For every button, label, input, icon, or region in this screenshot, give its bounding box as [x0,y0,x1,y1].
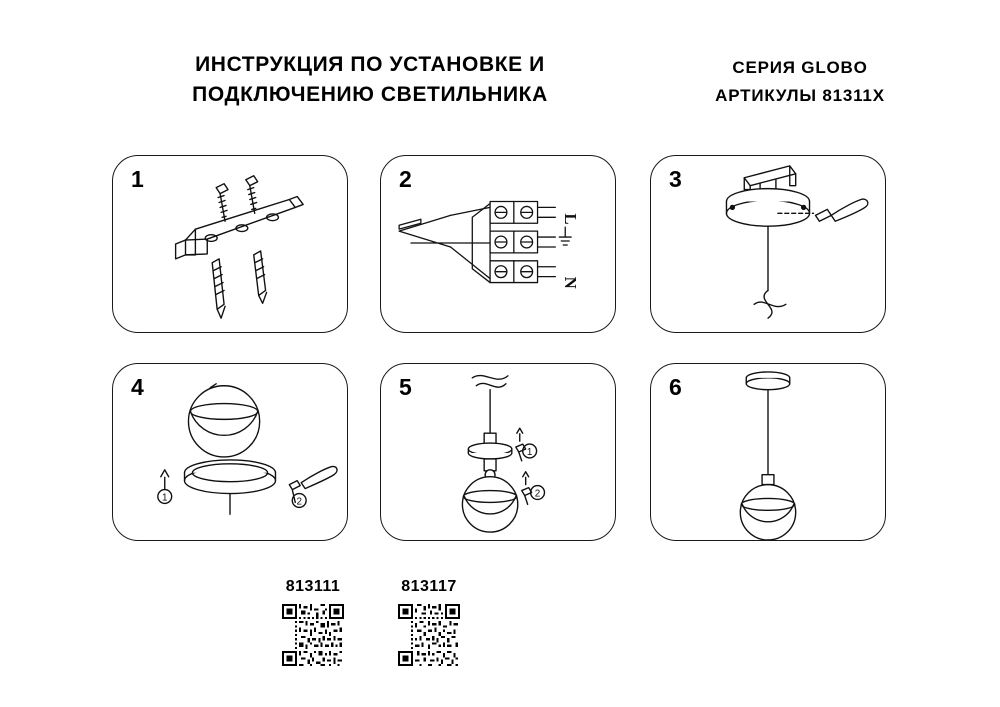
step-number-2: 2 [399,166,412,192]
step-number-6: 6 [669,374,682,400]
step-panel-3 [650,155,886,333]
step-6-illustration [651,364,885,540]
terminal-label-L: L [561,213,581,225]
step-number-4: 4 [131,374,144,400]
series-info [640,54,960,110]
qr-code-813117[interactable] [398,604,460,666]
step-5-illustration [381,364,615,540]
step-number-1: 1 [131,166,144,192]
series-name: СЕРИЯ GLOBO [732,58,868,77]
page-title-line-2: ПОДКЛЮЧЕНИЮ СВЕТИЛЬНИКА [192,83,548,106]
step-2-illustration [381,156,615,332]
qr-label-2: 813117 [401,578,457,595]
step-number-3: 3 [669,166,682,192]
qr-group-2 [388,578,470,666]
qr-code-813111[interactable] [282,604,344,666]
terminal-label-N: N [561,276,581,289]
step-3-illustration [651,156,885,332]
step-panel-4 [112,363,348,541]
step-panel-5 [380,363,616,541]
step-5-callout-2: 2 [534,488,541,500]
step-panel-2 [380,155,616,333]
step-4-callout-1: 1 [161,492,168,504]
page-title-line-1: ИНСТРУКЦИЯ ПО УСТАНОВКЕ И [195,53,545,76]
qr-group-1 [272,578,354,666]
step-number-5: 5 [399,374,412,400]
qr-label-1: 813111 [285,578,341,595]
step-panel-1 [112,155,348,333]
step-5-callout-1: 1 [526,446,533,458]
page-title [180,50,560,110]
step-panel-6 [650,363,886,541]
article-number: АРТИКУЛЫ 81311X [715,86,885,105]
step-1-illustration [113,156,347,332]
step-4-callout-2: 2 [296,496,302,508]
step-4-illustration [113,364,347,540]
